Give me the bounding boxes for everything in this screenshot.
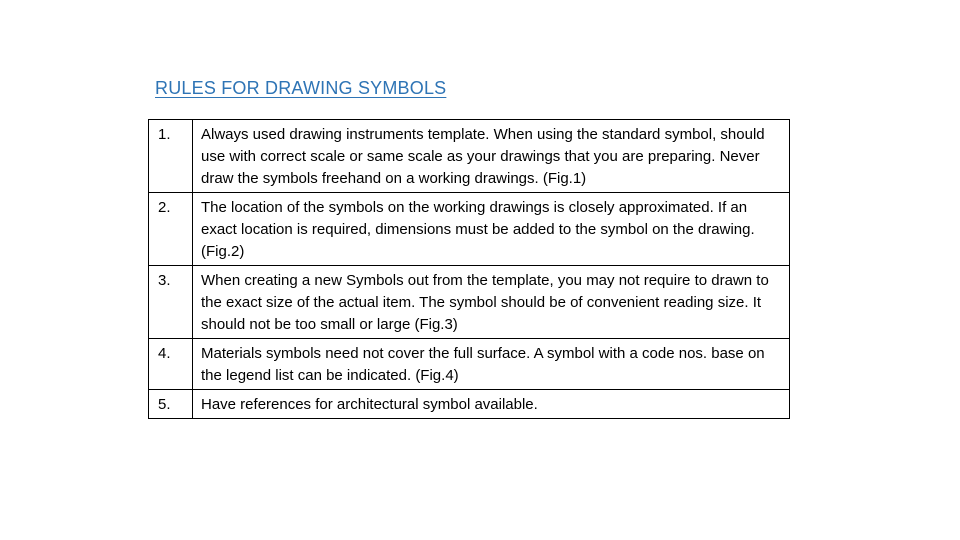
rule-number: 4. xyxy=(149,339,193,390)
rule-number: 3. xyxy=(149,266,193,339)
table-row xyxy=(149,193,790,266)
rules-table xyxy=(148,119,790,419)
rule-number: 1. xyxy=(149,120,193,193)
rule-text: Have references for architectural symbol available. xyxy=(193,390,790,419)
table-row xyxy=(149,339,790,390)
rule-text: When creating a new Symbols out from the template, you may not require to drawn to the exact size of the actual item. The symbol should be of convenient reading size. It should not be too small or large (Fig.3) xyxy=(193,266,790,339)
table-row xyxy=(149,266,790,339)
table-row xyxy=(149,390,790,419)
rule-text: Materials symbols need not cover the full surface. A symbol with a code nos. base on the legend list can be indicated. (Fig.4) xyxy=(193,339,790,390)
page-title: RULES FOR DRAWING SYMBOLS xyxy=(155,78,447,98)
table-row xyxy=(149,120,790,193)
rule-number: 5. xyxy=(149,390,193,419)
rule-text: The location of the symbols on the working drawings is closely approximated. If an exact location is required, dimensions must be added to the symbol on the drawing. (Fig.2) xyxy=(193,193,790,266)
rule-text: Always used drawing instruments template. When using the standard symbol, should use with correct scale or same scale as your drawings that you are preparing. Never draw the symbols freehand on a working drawings. (Fig.1) xyxy=(193,120,790,193)
rule-number: 2. xyxy=(149,193,193,266)
